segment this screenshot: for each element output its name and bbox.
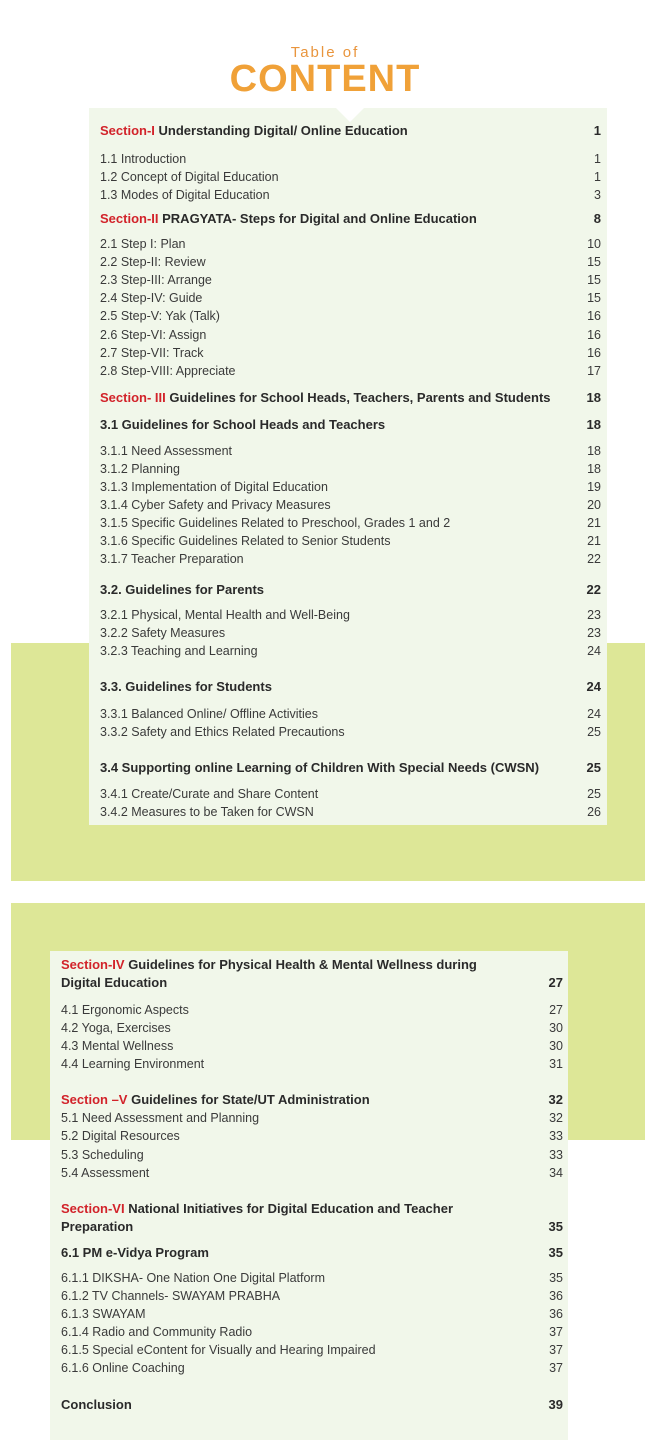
toc-label: 4.4 Learning Environment (61, 1057, 205, 1071)
toc-label (100, 581, 264, 599)
page-number: 15 (587, 273, 601, 287)
page-number: 25 (587, 787, 601, 801)
section-title: 3.4 Supporting online Learning of Children With Special Needs (CWSN) (100, 760, 540, 775)
toc-label: 3.1.4 Cyber Safety and Privacy Measures (100, 498, 331, 512)
section-number: Section-I (100, 123, 155, 138)
section-title: Preparation (61, 1219, 134, 1234)
section-title: 3.3. Guidelines for Students (100, 679, 272, 694)
page-number: 16 (587, 346, 601, 360)
page-number: 23 (587, 626, 601, 640)
section-title: 3.2. Guidelines for Parents (100, 582, 264, 597)
toc-label: 6.1.3 SWAYAM (61, 1307, 146, 1321)
toc-label: 2.2 Step-II: Review (100, 255, 206, 269)
page-number: 27 (548, 975, 563, 990)
page-number: 35 (548, 1219, 563, 1234)
page-number: 25 (586, 760, 601, 775)
toc-label: 2.1 Step I: Plan (100, 237, 186, 251)
toc-label: 3.3.1 Balanced Online/ Offline Activities (100, 707, 318, 721)
page-number: 8 (593, 211, 601, 226)
section-title: Conclusion (61, 1397, 132, 1412)
page-number: 39 (548, 1397, 563, 1412)
section-number: Section- III (100, 390, 166, 405)
page-number: 16 (587, 309, 601, 323)
page-number: 24 (586, 679, 601, 694)
toc-label: 6.1.4 Radio and Community Radio (61, 1325, 253, 1339)
section-number: Section-II (100, 211, 159, 226)
toc-label (100, 210, 477, 228)
toc-label: 6.1.6 Online Coaching (61, 1361, 185, 1375)
toc-label: 3.2.2 Safety Measures (100, 626, 226, 640)
page-number: 35 (549, 1271, 563, 1285)
section-title: Guidelines for State/UT Administration (127, 1092, 370, 1107)
section-title: 3.1 Guidelines for School Heads and Teachers (100, 417, 386, 432)
toc-label: 3.4.2 Measures to be Taken for CWSN (100, 805, 314, 819)
toc-label (100, 759, 539, 777)
page-number: 36 (549, 1289, 563, 1303)
section-title: National Initiatives for Digital Education and Teacher (124, 1201, 454, 1216)
page-number: 15 (587, 291, 601, 305)
page-number: 32 (548, 1092, 563, 1107)
toc-label: 3.1.1 Need Assessment (100, 444, 233, 458)
toc-subtitle: Table of (290, 44, 360, 61)
page-number: 15 (587, 255, 601, 269)
toc-label: 3.3.2 Safety and Ethics Related Precautions (100, 725, 345, 739)
toc-label: 5.2 Digital Resources (61, 1129, 180, 1143)
toc-label: 2.4 Step-IV: Guide (100, 291, 203, 305)
page-number: 32 (549, 1111, 563, 1125)
toc-label (100, 416, 385, 434)
page-number: 37 (549, 1343, 563, 1357)
page-number: 33 (549, 1129, 563, 1143)
toc-label (100, 389, 551, 407)
page-number: 33 (549, 1148, 563, 1162)
page-number: 27 (549, 1003, 563, 1017)
toc-box-2 (50, 951, 568, 1440)
section-title: PRAGYATA- Steps for Digital and Online Education (158, 211, 477, 226)
toc-label: 3.4.1 Create/Curate and Share Content (100, 787, 319, 801)
page-number: 18 (586, 417, 601, 432)
page-number: 37 (549, 1361, 563, 1375)
page-number: 1 (594, 170, 601, 184)
page-number: 1 (593, 123, 601, 138)
toc-label: 1.3 Modes of Digital Education (100, 188, 270, 202)
section-number: Section –V (61, 1092, 128, 1107)
page-number: 24 (587, 644, 601, 658)
toc-label: 2.8 Step-VIII: Appreciate (100, 364, 236, 378)
toc-label: 3.2.3 Teaching and Learning (100, 644, 258, 658)
toc-label: 4.2 Yoga, Exercises (61, 1021, 171, 1035)
toc-label: 5.3 Scheduling (61, 1148, 144, 1162)
page-number: 16 (587, 328, 601, 342)
toc-label (100, 122, 408, 140)
page-number: 34 (549, 1166, 563, 1180)
page-number: 20 (587, 498, 601, 512)
toc-label (61, 1091, 370, 1109)
page-number: 22 (586, 582, 601, 597)
toc-label: 6.1.2 TV Channels- SWAYAM PRABHA (61, 1289, 281, 1303)
page-number: 31 (549, 1057, 563, 1071)
page-number: 18 (586, 390, 601, 405)
page-number: 18 (587, 462, 601, 476)
page-number: 21 (587, 534, 601, 548)
page-number: 21 (587, 516, 601, 530)
page-number: 26 (587, 805, 601, 819)
toc-label: 3.2.1 Physical, Mental Health and Well-Being (100, 608, 350, 622)
section-title: Understanding Digital/ Online Education (154, 123, 408, 138)
page-number: 17 (587, 364, 601, 378)
page-number: 22 (587, 552, 601, 566)
page-number: 23 (587, 608, 601, 622)
toc-label: 3.1.3 Implementation of Digital Education (100, 480, 328, 494)
page-number: 24 (587, 707, 601, 721)
page-number: 10 (587, 237, 601, 251)
toc-label: 3.1.6 Specific Guidelines Related to Senior Students (100, 534, 391, 548)
toc-box-1 (89, 108, 607, 825)
toc-title: CONTENT (229, 58, 421, 100)
toc-label (61, 974, 167, 992)
toc-label: 6.1.5 Special eContent for Visually and Hearing Impaired (61, 1343, 376, 1357)
toc-label: 5.4 Assessment (61, 1166, 150, 1180)
toc-label: 3.1.2 Planning (100, 462, 180, 476)
section-number: Section-VI (61, 1201, 125, 1216)
toc-label: 4.1 Ergonomic Aspects (61, 1003, 189, 1017)
toc-label: 3.1.5 Specific Guidelines Related to Preschool, Grades 1 and 2 (100, 516, 451, 530)
toc-label: 4.3 Mental Wellness (61, 1039, 174, 1053)
section-title: Guidelines for School Heads, Teachers, Parents and Students (165, 390, 551, 405)
toc-label: 1.1 Introduction (100, 152, 187, 166)
notch (336, 108, 364, 122)
page-number: 37 (549, 1325, 563, 1339)
toc-label (100, 678, 272, 696)
toc-label: 1.2 Concept of Digital Education (100, 170, 279, 184)
page-number: 18 (587, 444, 601, 458)
toc-label (61, 956, 477, 974)
toc-label (61, 1244, 209, 1262)
page-number: 19 (587, 480, 601, 494)
page-number: 35 (548, 1245, 563, 1260)
toc-label (61, 1396, 132, 1414)
toc-label (61, 1218, 133, 1236)
page-number: 30 (549, 1021, 563, 1035)
section-title: 6.1 PM e-Vidya Program (61, 1245, 209, 1260)
page-number: 1 (594, 152, 601, 166)
toc-label: 2.7 Step-VII: Track (100, 346, 204, 360)
toc-label: 6.1.1 DIKSHA- One Nation One Digital Platform (61, 1271, 326, 1285)
toc-label: 3.1.7 Teacher Preparation (100, 552, 244, 566)
section-title: Digital Education (61, 975, 168, 990)
page-number: 36 (549, 1307, 563, 1321)
toc-label: 2.5 Step-V: Yak (Talk) (100, 309, 220, 323)
toc-label: 5.1 Need Assessment and Planning (61, 1111, 260, 1125)
toc-label (61, 1200, 453, 1218)
section-title: Guidelines for Physical Health & Mental Wellness during (124, 957, 477, 972)
toc-label: 2.3 Step-III: Arrange (100, 273, 212, 287)
page-number: 30 (549, 1039, 563, 1053)
section-number: Section-IV (61, 957, 125, 972)
page-number: 25 (587, 725, 601, 739)
toc-label: 2.6 Step-VI: Assign (100, 328, 207, 342)
page-number: 3 (594, 188, 601, 202)
